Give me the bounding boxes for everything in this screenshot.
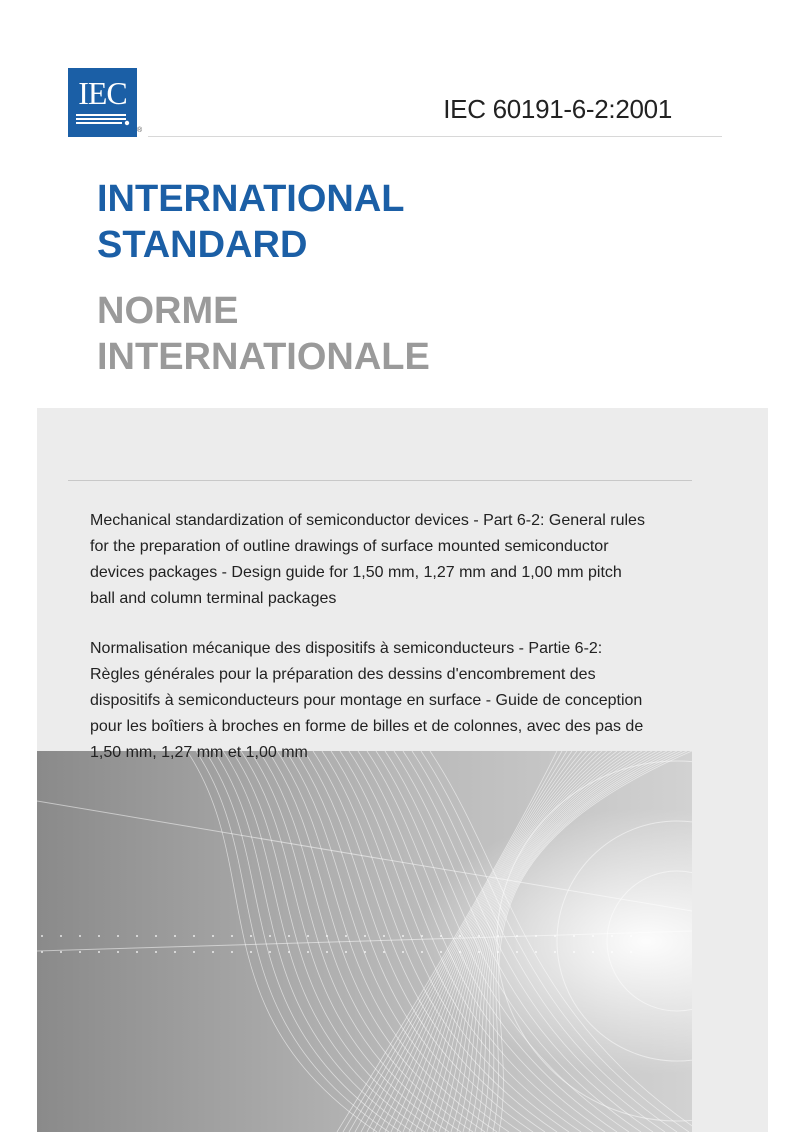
- document-id: IEC 60191-6-2:2001: [443, 94, 672, 124]
- registered-mark: ®: [137, 127, 143, 134]
- logo-lines-graphic: [76, 114, 130, 130]
- iec-logo: [68, 68, 137, 137]
- title-english-line2: STANDARD: [97, 224, 308, 266]
- title-english: [97, 176, 405, 268]
- panel-divider: [68, 480, 692, 481]
- title-french-line1: NORME: [97, 290, 239, 332]
- title-french-line2: INTERNATIONALE: [97, 336, 430, 378]
- title-english-line1: INTERNATIONAL: [97, 178, 405, 220]
- iec-logo-text: IEC: [78, 75, 127, 111]
- cover-artwork: [37, 751, 692, 1132]
- description-french: Normalisation mécanique des dispositifs à semiconducteurs - Partie 6-2: Règles générales pour la préparation des dessins d'encombrement des dispositifs à semiconducteurs pour montage en surface - Guide de conception pour les boîtiers à broches en forme de billes et de colonnes, avec des pas de 1,50 mm, 1,27 mm et 1,00 mm: [90, 640, 644, 761]
- description-english: Mechanical standardization of semiconductor devices - Part 6-2: General rules for the preparation of outline drawings of surface mounted semiconductor devices packages - Design guide for 1,50 mm, 1,27 mm and 1,00 mm pitch ball and column terminal packages: [90, 512, 645, 607]
- title-french: [97, 288, 430, 380]
- header-divider: [148, 136, 722, 137]
